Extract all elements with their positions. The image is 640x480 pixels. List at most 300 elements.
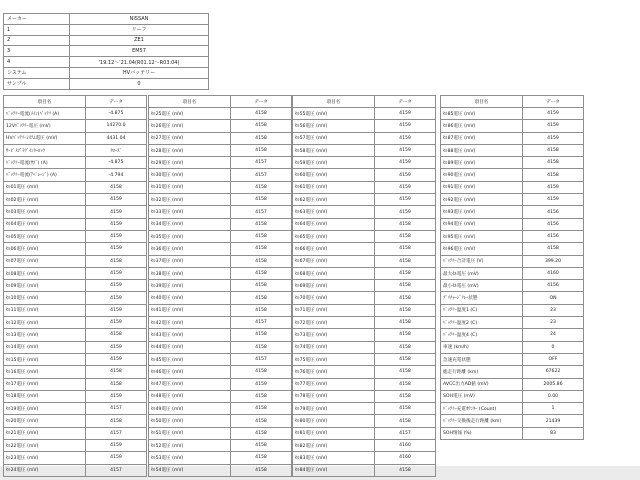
table-row: [293, 280, 436, 292]
item-name-cell: 12Vﾊﾞｯﾃﾘｰ電圧 (mV): [4, 120, 86, 132]
table-row: [293, 353, 436, 365]
item-value-cell: 4158: [231, 255, 292, 267]
item-value-cell: 4431.04: [86, 132, 147, 144]
item-value-cell: 4159: [375, 108, 436, 120]
item-value-cell: 4157: [231, 157, 292, 169]
table-row: [4, 452, 147, 464]
item-name-cell: ｾﾙ03電圧 (mV): [4, 206, 86, 218]
item-name-cell: ｾﾙ75電圧 (mV): [293, 353, 375, 365]
item-name-cell: ｾﾙ74電圧 (mV): [293, 341, 375, 353]
item-value-cell: 4158: [231, 132, 292, 144]
item-value-cell: 4158: [86, 329, 147, 341]
data-table-1-body: [4, 108, 147, 477]
table-row: [293, 230, 436, 242]
data-table-1: [3, 95, 147, 477]
item-value-cell: 4159: [86, 353, 147, 365]
item-name-cell: ｾﾙ29電圧 (mV): [149, 157, 231, 169]
item-value-cell: 4158: [231, 464, 292, 476]
item-value-cell: 67622: [523, 366, 584, 378]
item-value-cell: 4159: [523, 181, 584, 193]
item-name-cell: ｾﾙ10電圧 (mV): [4, 292, 86, 304]
item-value-cell: 4159: [86, 292, 147, 304]
item-name-cell: ｾﾙ06電圧 (mV): [4, 243, 86, 255]
item-name-cell: ｾﾙ16電圧 (mV): [4, 366, 86, 378]
item-name-cell: ｾﾙ73電圧 (mV): [293, 329, 375, 341]
data-table-4-body: [441, 108, 584, 440]
item-value-cell: 4157: [86, 403, 147, 415]
item-value-cell: 4157: [231, 317, 292, 329]
table-row: [441, 292, 584, 304]
item-name-cell: ｾﾙ56電圧 (mV): [293, 120, 375, 132]
header-item-name: 項目名: [293, 96, 375, 108]
item-name-cell: ｾﾙ51電圧 (mV): [149, 427, 231, 439]
item-value-cell: 4158: [375, 415, 436, 427]
item-name-cell: ｾﾙ45電圧 (mV): [149, 353, 231, 365]
item-value-cell: 4158: [375, 243, 436, 255]
info-value: リーフ: [70, 24, 209, 35]
item-name-cell: ｾﾙ65電圧 (mV): [293, 230, 375, 242]
data-table-3: [292, 95, 436, 477]
item-name-cell: ﾌﾟﾘﾁｬｰｼﾞﾘﾚｰ状態: [441, 292, 523, 304]
item-value-cell: 4158: [231, 292, 292, 304]
item-value-cell: -4.875: [86, 157, 147, 169]
table-row: [149, 144, 292, 156]
table-row: [4, 243, 147, 255]
item-value-cell: 4158: [523, 144, 584, 156]
item-value-cell: 4159: [86, 218, 147, 230]
table-row: [149, 341, 292, 353]
table-row: [149, 464, 292, 476]
table-row: [149, 132, 292, 144]
table-header-row: [293, 96, 436, 108]
table-row: [149, 157, 292, 169]
table-row: [441, 366, 584, 378]
item-value-cell: 4158: [231, 304, 292, 316]
item-name-cell: AVCC出力AD値 (mV): [441, 378, 523, 390]
table-row: [293, 366, 436, 378]
table-row: [4, 353, 147, 365]
item-value-cell: 4156: [523, 280, 584, 292]
table-row: [149, 427, 292, 439]
item-name-cell: ｾﾙ93電圧 (mV): [441, 206, 523, 218]
table-row: [4, 415, 147, 427]
item-name-cell: ｾﾙ84電圧 (mV): [293, 464, 375, 476]
item-name-cell: ｻｰﾋﾞｽﾌﾟﾗｸﾞｲﾝﾀｰﾛｯｸ: [4, 144, 86, 156]
item-value-cell: 4158: [231, 415, 292, 427]
item-value-cell: 4159: [86, 317, 147, 329]
item-value-cell: 4160: [523, 267, 584, 279]
table-row: [149, 415, 292, 427]
item-name-cell: ｾﾙ95電圧 (mV): [441, 230, 523, 242]
table-row: [4, 206, 147, 218]
item-name-cell: ｾﾙ83電圧 (mV): [293, 452, 375, 464]
data-table-2: [148, 95, 292, 477]
item-value-cell: 399.20: [523, 255, 584, 267]
table-row: [149, 255, 292, 267]
table-row: [293, 108, 436, 120]
vehicle-info-table: [3, 13, 209, 90]
table-row: [441, 206, 584, 218]
data-table-2-body: [149, 108, 292, 477]
table-row: [293, 181, 436, 193]
item-name-cell: ｾﾙ86電圧 (mV): [441, 120, 523, 132]
item-value-cell: 4158: [231, 341, 292, 353]
item-name-cell: ｾﾙ09電圧 (mV): [4, 280, 86, 292]
table-row: [149, 452, 292, 464]
table-row: [149, 230, 292, 242]
item-value-cell: 23: [523, 317, 584, 329]
table-header-row: [4, 96, 147, 108]
header-data: データ: [86, 96, 147, 108]
table-row: [149, 403, 292, 415]
info-label: 1: [4, 24, 70, 35]
item-value-cell: 4158: [231, 329, 292, 341]
table-row: [149, 280, 292, 292]
item-name-cell: HVﾊﾞｯﾃﾘｰｼｽﾃﾑ電圧 (mV): [4, 132, 86, 144]
item-name-cell: ｾﾙ79電圧 (mV): [293, 403, 375, 415]
item-value-cell: 4158: [231, 267, 292, 279]
item-name-cell: 急速充電状態: [441, 353, 523, 365]
item-value-cell: 4158: [375, 390, 436, 402]
item-name-cell: ﾊﾞｯﾃﾘｰ電流(ｻﾌﾞ) (A): [4, 157, 86, 169]
table-row: [441, 243, 584, 255]
table-row: [4, 255, 147, 267]
item-name-cell: ｾﾙ34電圧 (mV): [149, 218, 231, 230]
item-name-cell: ｾﾙ12電圧 (mV): [4, 317, 86, 329]
table-row: [4, 464, 147, 476]
table-row: [149, 292, 292, 304]
table-row: [293, 304, 436, 316]
item-name-cell: ｾﾙ47電圧 (mV): [149, 378, 231, 390]
item-value-cell: 4158: [231, 366, 292, 378]
item-value-cell: 23: [523, 304, 584, 316]
item-name-cell: ｾﾙ55電圧 (mV): [293, 108, 375, 120]
table-row: [149, 317, 292, 329]
item-value-cell: 4159: [86, 341, 147, 353]
item-name-cell: ｾﾙ87電圧 (mV): [441, 132, 523, 144]
item-name-cell: ｾﾙ53電圧 (mV): [149, 452, 231, 464]
item-name-cell: ｾﾙ18電圧 (mV): [4, 390, 86, 402]
table-row: [293, 243, 436, 255]
info-row: [4, 57, 209, 68]
table-row: [441, 255, 584, 267]
item-name-cell: ｾﾙ50電圧 (mV): [149, 415, 231, 427]
item-name-cell: ｾﾙ49電圧 (mV): [149, 403, 231, 415]
table-row: [441, 169, 584, 181]
table-row: [4, 169, 147, 181]
table-row: [293, 194, 436, 206]
table-row: [149, 267, 292, 279]
item-name-cell: ﾊﾞｯﾃﾘｰ交換後走行距離 (km): [441, 415, 523, 427]
item-value-cell: 4160: [375, 440, 436, 452]
item-value-cell: 4158: [375, 353, 436, 365]
table-row: [4, 108, 147, 120]
item-name-cell: SOH情報 (%): [441, 427, 523, 439]
item-name-cell: ｾﾙ82電圧 (mV): [293, 440, 375, 452]
item-name-cell: ｾﾙ63電圧 (mV): [293, 206, 375, 218]
vehicle-info-body: [4, 14, 209, 90]
table-row: [441, 120, 584, 132]
item-name-cell: ﾊﾞｯﾃﾘｰ電流(ｱﾍﾞﾚｰｼﾞ) (A): [4, 169, 86, 181]
table-row: [441, 108, 584, 120]
info-value: '19.12〜'21.04(R01.12〜R03.04): [70, 57, 209, 68]
table-row: [149, 181, 292, 193]
item-name-cell: ｾﾙ33電圧 (mV): [149, 206, 231, 218]
item-name-cell: ﾊﾞｯﾃﾘｰ合計電圧 (V): [441, 255, 523, 267]
table-row: [149, 108, 292, 120]
item-name-cell: ｾﾙ43電圧 (mV): [149, 329, 231, 341]
table-row: [441, 403, 584, 415]
item-name-cell: ｾﾙ44電圧 (mV): [149, 341, 231, 353]
table-row: [293, 440, 436, 452]
table-row: [441, 353, 584, 365]
item-name-cell: ｾﾙ20電圧 (mV): [4, 415, 86, 427]
table-row: [4, 390, 147, 402]
item-value-cell: 4156: [523, 218, 584, 230]
info-value: EM57: [70, 46, 209, 57]
item-name-cell: ｾﾙ89電圧 (mV): [441, 157, 523, 169]
item-name-cell: ｾﾙ39電圧 (mV): [149, 280, 231, 292]
item-name-cell: ｾﾙ48電圧 (mV): [149, 390, 231, 402]
table-row: [4, 132, 147, 144]
item-value-cell: 4157: [231, 169, 292, 181]
item-name-cell: ｾﾙ38電圧 (mV): [149, 267, 231, 279]
item-name-cell: ｾﾙ42電圧 (mV): [149, 317, 231, 329]
table-row: [4, 267, 147, 279]
item-value-cell: 4160: [375, 452, 436, 464]
item-value-cell: 4158: [231, 452, 292, 464]
item-value-cell: 4158: [231, 108, 292, 120]
table-row: [441, 267, 584, 279]
item-name-cell: ｾﾙ28電圧 (mV): [149, 144, 231, 156]
table-row: [4, 120, 147, 132]
item-value-cell: 4158: [231, 243, 292, 255]
item-value-cell: 1: [523, 403, 584, 415]
item-name-cell: ｾﾙ41電圧 (mV): [149, 304, 231, 316]
item-name-cell: ﾊﾞｯﾃﾘｰ電流(ﾒｲﾝ)ﾊﾞｯﾃﾘ (A): [4, 108, 86, 120]
table-row: [293, 390, 436, 402]
item-name-cell: ｾﾙ01電圧 (mV): [4, 181, 86, 193]
table-row: [441, 144, 584, 156]
item-value-cell: 4159: [375, 169, 436, 181]
item-value-cell: 4159: [375, 157, 436, 169]
item-name-cell: ｾﾙ46電圧 (mV): [149, 366, 231, 378]
info-label: サンプル: [4, 78, 70, 89]
table-row: [149, 366, 292, 378]
table-row: [293, 415, 436, 427]
table-row: [441, 194, 584, 206]
item-name-cell: ｾﾙ76電圧 (mV): [293, 366, 375, 378]
item-value-cell: 4158: [523, 169, 584, 181]
item-value-cell: 4159: [523, 108, 584, 120]
item-name-cell: ｾﾙ05電圧 (mV): [4, 230, 86, 242]
item-value-cell: 24: [523, 329, 584, 341]
item-name-cell: ｾﾙ40電圧 (mV): [149, 292, 231, 304]
item-value-cell: 14270.0: [86, 120, 147, 132]
item-value-cell: 4158: [375, 304, 436, 316]
item-value-cell: 4159: [86, 267, 147, 279]
table-header-row: [441, 96, 584, 108]
table-row: [293, 267, 436, 279]
item-value-cell: 4158: [375, 280, 436, 292]
item-name-cell: ｾﾙ68電圧 (mV): [293, 267, 375, 279]
table-row: [441, 317, 584, 329]
item-value-cell: 4159: [86, 440, 147, 452]
item-value-cell: 4158: [231, 120, 292, 132]
item-value-cell: 4158: [231, 181, 292, 193]
item-name-cell: ｾﾙ91電圧 (mV): [441, 181, 523, 193]
table-row: [293, 169, 436, 181]
item-value-cell: 4158: [231, 440, 292, 452]
table-row: [4, 440, 147, 452]
header-item-name: 項目名: [4, 96, 86, 108]
table-row: [149, 390, 292, 402]
item-name-cell: ｾﾙ14電圧 (mV): [4, 341, 86, 353]
item-name-cell: ｾﾙ61電圧 (mV): [293, 181, 375, 193]
table-row: [4, 144, 147, 156]
item-name-cell: ｾﾙ72電圧 (mV): [293, 317, 375, 329]
info-label: 3: [4, 46, 70, 57]
item-value-cell: 4158: [231, 390, 292, 402]
item-value-cell: 4159: [86, 206, 147, 218]
item-value-cell: 4159: [375, 132, 436, 144]
item-name-cell: ｾﾙ07電圧 (mV): [4, 255, 86, 267]
item-value-cell: 4158: [375, 403, 436, 415]
item-value-cell: -4.794: [86, 169, 147, 181]
item-name-cell: ｾﾙ67電圧 (mV): [293, 255, 375, 267]
table-row: [4, 292, 147, 304]
table-row: [149, 194, 292, 206]
item-value-cell: 4157: [86, 427, 147, 439]
item-name-cell: SOH電圧 (mV): [441, 390, 523, 402]
table-row: [4, 366, 147, 378]
item-value-cell: 4158: [231, 144, 292, 156]
info-row: [4, 46, 209, 57]
item-value-cell: 4158: [375, 464, 436, 476]
item-name-cell: ｾﾙ66電圧 (mV): [293, 243, 375, 255]
item-name-cell: ｾﾙ21電圧 (mV): [4, 427, 86, 439]
table-row: [293, 452, 436, 464]
item-value-cell: 4158: [231, 230, 292, 242]
info-row: [4, 67, 209, 78]
table-row: [149, 120, 292, 132]
table-row: [441, 427, 584, 439]
item-name-cell: ｾﾙ08電圧 (mV): [4, 267, 86, 279]
item-value-cell: 4158: [231, 194, 292, 206]
item-value-cell: ON: [523, 292, 584, 304]
table-row: [441, 280, 584, 292]
table-row: [293, 317, 436, 329]
item-value-cell: 4158: [86, 255, 147, 267]
item-value-cell: 4158: [375, 378, 436, 390]
item-value-cell: 4159: [375, 181, 436, 193]
item-name-cell: ｾﾙ62電圧 (mV): [293, 194, 375, 206]
item-name-cell: ｾﾙ22電圧 (mV): [4, 440, 86, 452]
info-value: HVバッテリー: [70, 67, 209, 78]
table-row: [293, 427, 436, 439]
item-value-cell: 4158: [375, 255, 436, 267]
info-row: [4, 24, 209, 35]
item-name-cell: ｾﾙ96電圧 (mV): [441, 243, 523, 255]
table-row: [149, 329, 292, 341]
item-value-cell: 4158: [375, 230, 436, 242]
table-row: [293, 144, 436, 156]
item-value-cell: 4158: [523, 157, 584, 169]
table-row: [441, 329, 584, 341]
item-name-cell: ﾊﾞｯﾃﾘｰ温度2 (C): [441, 317, 523, 329]
item-value-cell: 2005.86: [523, 378, 584, 390]
table-row: [4, 329, 147, 341]
info-label: システム: [4, 67, 70, 78]
item-value-cell: 4159: [375, 194, 436, 206]
table-row: [441, 390, 584, 402]
item-name-cell: ｾﾙ36電圧 (mV): [149, 243, 231, 255]
item-name-cell: ｾﾙ30電圧 (mV): [149, 169, 231, 181]
item-value-cell: 4158: [375, 317, 436, 329]
item-value-cell: OFF: [523, 353, 584, 365]
item-name-cell: ｾﾙ26電圧 (mV): [149, 120, 231, 132]
table-row: [293, 157, 436, 169]
table-row: [4, 218, 147, 230]
item-name-cell: ｾﾙ92電圧 (mV): [441, 194, 523, 206]
item-name-cell: ｾﾙ90電圧 (mV): [441, 169, 523, 181]
item-name-cell: ﾊﾞｯﾃﾘｰ温度1 (C): [441, 304, 523, 316]
item-name-cell: ｾﾙ32電圧 (mV): [149, 194, 231, 206]
table-row: [293, 329, 436, 341]
item-name-cell: ｾﾙ57電圧 (mV): [293, 132, 375, 144]
table-row: [441, 218, 584, 230]
info-row: [4, 35, 209, 46]
item-name-cell: ｾﾙ70電圧 (mV): [293, 292, 375, 304]
table-row: [4, 317, 147, 329]
item-value-cell: 4159: [86, 194, 147, 206]
table-row: [149, 206, 292, 218]
item-value-cell: 4158: [231, 280, 292, 292]
item-value-cell: 4159: [86, 452, 147, 464]
item-name-cell: ｾﾙ13電圧 (mV): [4, 329, 86, 341]
item-name-cell: ｾﾙ23電圧 (mV): [4, 452, 86, 464]
item-value-cell: 0.00: [523, 390, 584, 402]
table-row: [441, 341, 584, 353]
item-value-cell: 4158: [375, 292, 436, 304]
item-value-cell: 4159: [375, 144, 436, 156]
item-name-cell: ｾﾙ35電圧 (mV): [149, 230, 231, 242]
table-row: [293, 292, 436, 304]
info-value: NISSAN: [70, 14, 209, 25]
table-row: [293, 120, 436, 132]
table-row: [441, 230, 584, 242]
item-value-cell: 4158: [375, 329, 436, 341]
item-value-cell: 4157: [231, 206, 292, 218]
table-row: [4, 230, 147, 242]
header-data: データ: [375, 96, 436, 108]
item-value-cell: 4158: [523, 243, 584, 255]
item-value-cell: 4158: [231, 218, 292, 230]
item-value-cell: 4158: [231, 403, 292, 415]
table-row: [4, 157, 147, 169]
table-row: [293, 218, 436, 230]
item-name-cell: ｾﾙ59電圧 (mV): [293, 157, 375, 169]
info-value: ZE1: [70, 35, 209, 46]
item-name-cell: ｾﾙ80電圧 (mV): [293, 415, 375, 427]
item-name-cell: ｾﾙ60電圧 (mV): [293, 169, 375, 181]
item-value-cell: ｸﾛｰｽﾞ: [86, 144, 147, 156]
item-value-cell: 4158: [86, 181, 147, 193]
table-row: [149, 440, 292, 452]
item-value-cell: 4156: [523, 230, 584, 242]
item-value-cell: 4158: [375, 218, 436, 230]
item-value-cell: 0: [523, 341, 584, 353]
